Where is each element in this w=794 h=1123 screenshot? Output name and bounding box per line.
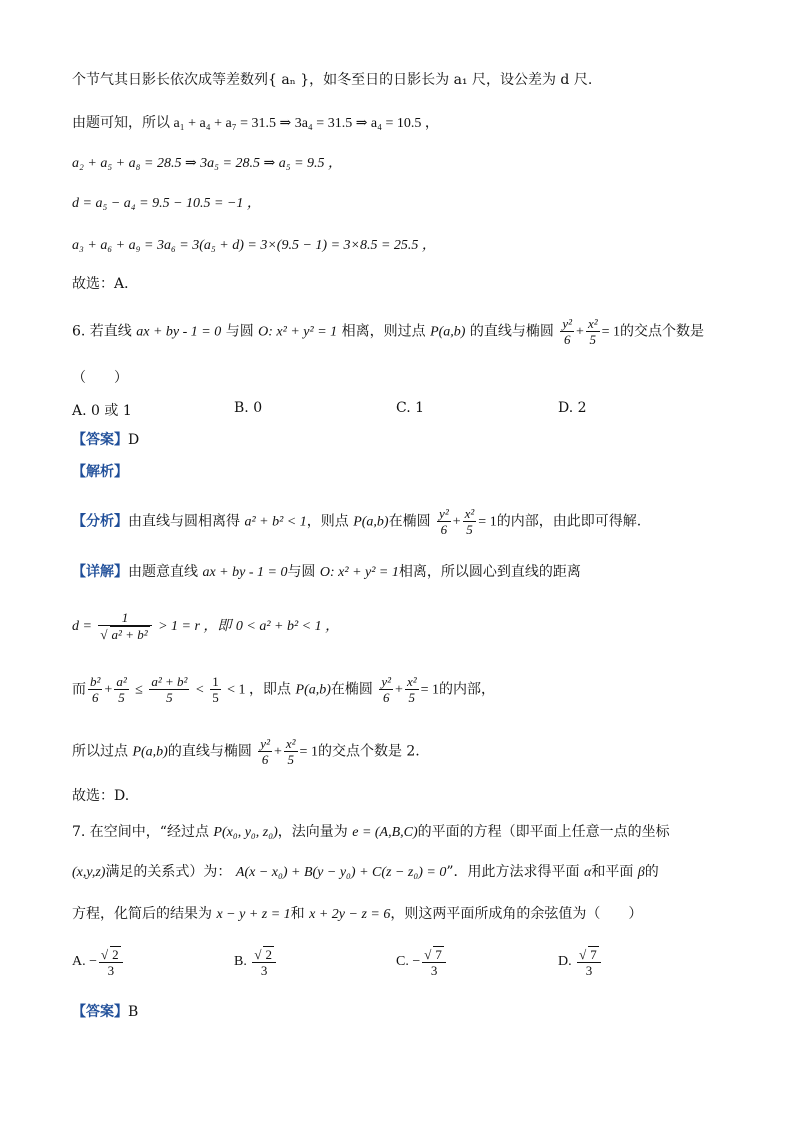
q7-line-1: 7. 在空间中，“经过点 P(x₀, y₀, z₀)，法向量为 e = (A,B,C)的平面的方程（即平面上任意一点的坐标	[72, 824, 670, 840]
text-line-1: 个节气其日影长依次成等差数列{ aₙ }，如冬至日的日影长为 a₁ 尺，设公差为 d 尺.	[72, 72, 593, 88]
frac-y2-6: $\frac{\text{y²}}{6}$	[562, 316, 573, 347]
text-line-3: a₂ + a₅ + a₈ = 28.5 ⇒ 3a₅ = 28.5 ⇒ a₅ = 9.5 ，	[72, 156, 343, 171]
text-line-4: d = a₅ − a₄ = 9.5 − 10.5 = −1 ，	[72, 196, 261, 211]
text-line-2: 由题可知，所以 a₁ + a₄ + a₇ = 31.5 ⇒ 3a₄ = 31.5 ⇒ a₄ = 10.5 ，	[72, 116, 439, 131]
q7-line-2: (x,y,z)满足的关系式）为： A(x − x₀) + B(y − y₀) + C(z − z₀) = 0”．用此方法求得平面 α和平面 β的	[72, 864, 659, 880]
q7-option-d: D. $\frac{√ 7}{3}$	[558, 946, 603, 978]
q7-line-3: 方程，化简后的结果为 x − y + z = 1和 x + 2y − z = 6，则这两平面所成角的余弦值为（ ）	[72, 906, 643, 922]
q6-option-b: B. 0	[234, 400, 263, 416]
frac-x2-5: $\frac{\text{x²}}{5}$	[587, 316, 598, 347]
q7-answer: 【答案】B	[72, 1004, 139, 1020]
q6-distance: d = $\frac{1}{\text{√ a² + b²}}$ > 1 = r ，即 0 < a² + b² < 1 ，	[72, 610, 340, 642]
q6-analysis-heading: 【解析】	[72, 464, 128, 480]
q6-option-c: C. 1	[396, 400, 425, 416]
q6-fenxi: 【分析】由直线与圆相离得 a² + b² < 1，则点 P(a,b)在椭圆 $\frac{\text{y²}}{6}$ + $\frac{\text{x²}}{5}$ = 1的内部，由此即可得解.	[72, 506, 642, 537]
q6-option-d: D. 2	[558, 400, 587, 416]
q7-option-c: C. − $\frac{√ 7}{3}$	[396, 946, 448, 978]
q6-inequality: 而 $\frac{\text{b²}}{6}$ + $\frac{\text{a²}}{5}$ ≤ $\frac{\text{a² + b²}}{5}$ < $\frac{1}{5}$ < 1 ，即点 P(a,b)在椭圆 $\frac{\text{y²}}{6}$ + $\frac{\text{x²}}{5}$ = 1的内部，	[72, 674, 496, 705]
q6-answer: 【答案】D	[72, 432, 140, 448]
q6-paren: （ ）	[72, 370, 128, 386]
q7-option-b: B. $\frac{√ 2}{3}$	[234, 946, 278, 978]
q6-stem: 6. 若直线 ax + by - 1 = 0 与圆 O: x² + y² = 1 相离，则过点 P(a,b) 的直线与椭圆 $\frac{\text{y²}}{6}$ + $\frac{\text{x²}}{5}$ = 1的交点个数是	[72, 316, 705, 347]
text-line-5: a₃ + a₆ + a₉ = 3a₆ = 3(a₅ + d) = 3×(9.5 − 1) = 3×8.5 = 25.5 ，	[72, 238, 436, 253]
text-line-6: 故选：A．	[72, 276, 139, 292]
q6-xiangjie: 【详解】由题意直线 ax + by - 1 = 0与圆 O: x² + y² = 1相离，所以圆心到直线的距离	[72, 564, 581, 580]
q6-conclusion: 所以过点 P(a,b)的直线与椭圆 $\frac{\text{y²}}{6}$ + $\frac{\text{x²}}{5}$ = 1的交点个数是 2.	[72, 736, 420, 767]
q6-choose: 故选：D.	[72, 788, 130, 804]
q7-option-a: A. − $\frac{√ 2}{3}$	[72, 946, 125, 978]
q6-option-a: A. 0 或 1	[72, 403, 132, 419]
